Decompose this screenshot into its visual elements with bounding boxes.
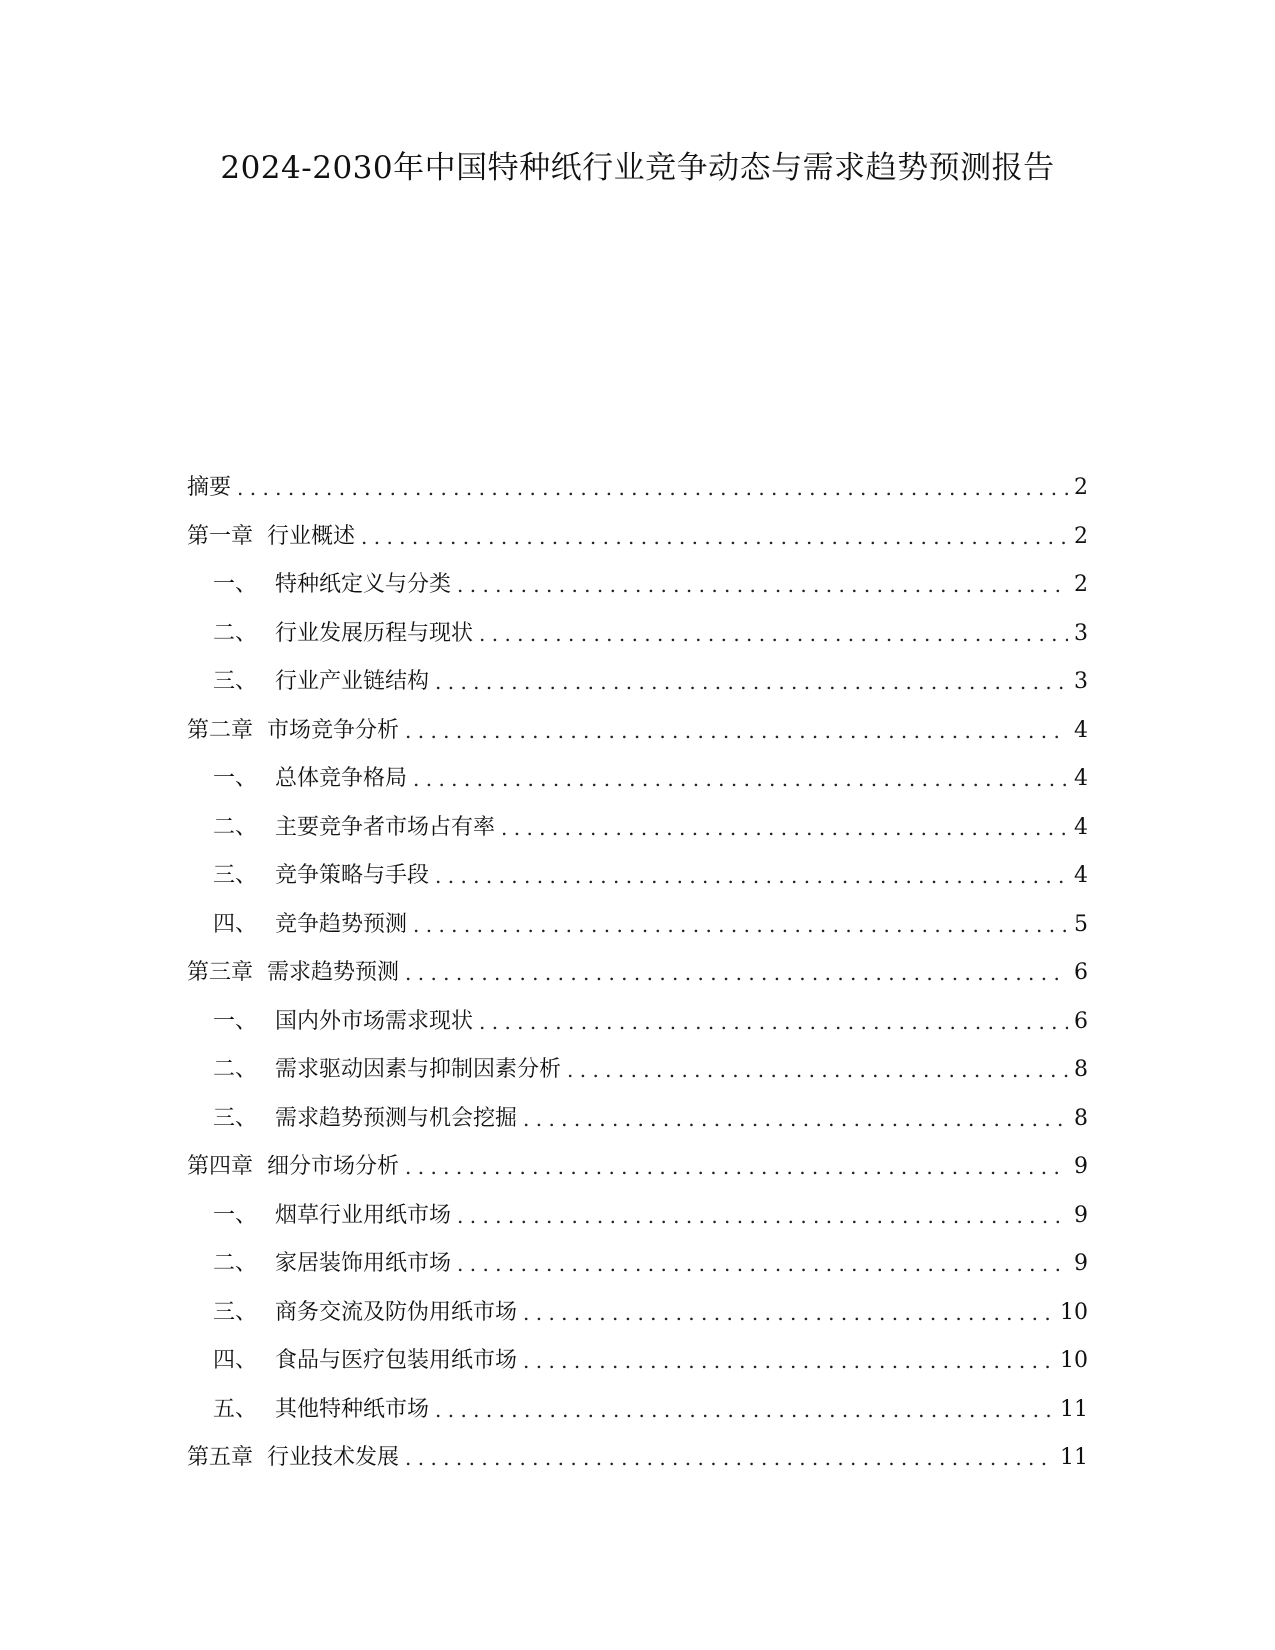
toc-dot-leader bbox=[405, 716, 1068, 746]
toc-page-number: 4 bbox=[1074, 814, 1088, 840]
toc-entry-number: 二、 bbox=[213, 1057, 258, 1082]
toc-entry-title bbox=[213, 667, 429, 697]
toc-page-number: 2 bbox=[1074, 572, 1088, 597]
toc-entry-title bbox=[213, 764, 407, 794]
toc-dot-leader bbox=[501, 813, 1068, 843]
toc-section-entry[interactable] bbox=[187, 1243, 1088, 1279]
toc-section-entry[interactable] bbox=[187, 564, 1088, 600]
toc-entry-label: 竞争趋势预测 bbox=[275, 911, 408, 937]
toc-section-entry[interactable] bbox=[187, 1195, 1088, 1231]
toc-entry-label: 行业概述 bbox=[267, 523, 356, 549]
toc-dot-leader bbox=[237, 473, 1068, 503]
toc-entry-number: 二、 bbox=[213, 1251, 258, 1276]
toc-entry-title bbox=[187, 958, 399, 988]
toc-section-entry[interactable] bbox=[187, 613, 1088, 649]
toc-entry-title bbox=[187, 716, 399, 746]
toc-entry-label: 需求趋势预测 bbox=[267, 960, 400, 985]
toc-page-number: 9 bbox=[1074, 1251, 1088, 1276]
toc-entry-title bbox=[187, 522, 355, 552]
toc-entry-title bbox=[213, 619, 473, 649]
toc-dot-leader bbox=[361, 522, 1068, 552]
toc-entry-label: 其他特种纸市场 bbox=[275, 1396, 430, 1422]
toc-page-number: 4 bbox=[1074, 766, 1088, 791]
toc-page-number: 10 bbox=[1060, 1299, 1088, 1325]
toc-entry-label: 国内外市场需求现状 bbox=[275, 1008, 474, 1034]
toc-dot-leader bbox=[479, 619, 1068, 649]
toc-entry-title bbox=[213, 1201, 451, 1231]
toc-dot-leader bbox=[457, 1201, 1068, 1231]
toc-entry-number: 二、 bbox=[213, 814, 258, 840]
toc-entry-title bbox=[187, 473, 231, 503]
toc-entry-title bbox=[213, 861, 429, 891]
toc-page-number: 3 bbox=[1074, 620, 1088, 646]
document-title: 2024-2030年中国特种纸行业竞争动态与需求趋势预测报告 bbox=[220, 150, 1055, 186]
toc-section-entry[interactable] bbox=[187, 904, 1088, 940]
toc-chapter-entry[interactable] bbox=[187, 952, 1088, 988]
toc-entry-label: 行业技术发展 bbox=[267, 1445, 400, 1470]
toc-entry-label: 烟草行业用纸市场 bbox=[275, 1202, 452, 1228]
toc-entry-label: 细分市场分析 bbox=[267, 1154, 400, 1179]
toc-page-number: 6 bbox=[1074, 960, 1088, 985]
toc-entry-title bbox=[187, 1443, 399, 1473]
toc-entry-label: 商务交流及防伪用纸市场 bbox=[275, 1299, 518, 1325]
toc-entry-label: 特种纸定义与分类 bbox=[275, 572, 452, 597]
toc-entry-number: 第四章 bbox=[187, 1154, 254, 1179]
toc-dot-leader bbox=[405, 1443, 1054, 1473]
toc-section-entry[interactable] bbox=[187, 758, 1088, 794]
toc-dot-leader bbox=[523, 1298, 1054, 1328]
toc-section-entry[interactable] bbox=[187, 807, 1088, 843]
toc-entry-number: 一、 bbox=[213, 572, 258, 597]
toc-page-number: 11 bbox=[1060, 1445, 1088, 1470]
toc-page-number: 2 bbox=[1074, 523, 1088, 549]
toc-entry-number: 四、 bbox=[213, 1348, 258, 1373]
toc-entry-label: 市场竞争分析 bbox=[267, 717, 400, 743]
toc-entry-number: 第一章 bbox=[187, 523, 254, 549]
toc-entry-number: 第五章 bbox=[187, 1445, 254, 1470]
toc-dot-leader bbox=[405, 1152, 1068, 1182]
toc-section-entry[interactable] bbox=[187, 661, 1088, 697]
toc-dot-leader bbox=[567, 1055, 1068, 1085]
toc-page-number: 10 bbox=[1060, 1348, 1088, 1373]
toc-dot-leader bbox=[413, 764, 1068, 794]
toc-chapter-entry[interactable] bbox=[187, 516, 1088, 552]
toc-entry-number: 三、 bbox=[213, 863, 258, 888]
toc-page-number: 5 bbox=[1074, 911, 1088, 937]
toc-section-entry[interactable] bbox=[187, 1098, 1088, 1134]
toc-entry-label: 摘要 bbox=[187, 475, 232, 500]
toc-entry-label: 竞争策略与手段 bbox=[275, 863, 430, 888]
toc-dot-leader bbox=[457, 1249, 1068, 1279]
toc-dot-leader bbox=[479, 1007, 1068, 1037]
toc-entry-label: 食品与医疗包装用纸市场 bbox=[275, 1348, 518, 1373]
toc-chapter-entry[interactable] bbox=[187, 1146, 1088, 1182]
toc-section-entry[interactable] bbox=[187, 855, 1088, 891]
toc-chapter-entry[interactable] bbox=[187, 710, 1088, 746]
toc-page-number: 8 bbox=[1074, 1057, 1088, 1082]
toc-entry-number: 三、 bbox=[213, 1299, 258, 1325]
toc-page-number: 8 bbox=[1074, 1105, 1088, 1131]
toc-entry-title bbox=[213, 1104, 517, 1134]
toc-dot-leader bbox=[457, 570, 1068, 600]
toc-dot-leader bbox=[523, 1346, 1054, 1376]
toc-page-number: 4 bbox=[1074, 717, 1088, 743]
toc-chapter-entry[interactable] bbox=[187, 467, 1088, 503]
toc-entry-title bbox=[213, 1298, 517, 1328]
toc-entry-label: 需求驱动因素与抑制因素分析 bbox=[275, 1057, 562, 1082]
toc-page-number: 9 bbox=[1074, 1202, 1088, 1228]
toc-entry-label: 需求趋势预测与机会挖掘 bbox=[275, 1105, 518, 1131]
toc-entry-label: 家居装饰用纸市场 bbox=[275, 1251, 452, 1276]
toc-dot-leader bbox=[435, 1395, 1054, 1425]
toc-section-entry[interactable] bbox=[187, 1001, 1088, 1037]
toc-section-entry[interactable] bbox=[187, 1049, 1088, 1085]
toc-entry-label: 行业产业链结构 bbox=[275, 669, 430, 694]
toc-dot-leader bbox=[435, 861, 1068, 891]
toc-dot-leader bbox=[405, 958, 1068, 988]
table-of-contents bbox=[187, 467, 1088, 1486]
toc-chapter-entry[interactable] bbox=[187, 1437, 1088, 1473]
toc-entry-number: 三、 bbox=[213, 669, 258, 694]
toc-entry-number: 一、 bbox=[213, 1008, 258, 1034]
toc-page-number: 9 bbox=[1074, 1154, 1088, 1179]
toc-entry-title bbox=[213, 910, 407, 940]
toc-entry-title bbox=[213, 813, 495, 843]
toc-entry-label: 主要竞争者市场占有率 bbox=[275, 814, 496, 840]
toc-entry-number: 四、 bbox=[213, 911, 258, 937]
toc-entry-title bbox=[213, 1007, 473, 1037]
toc-section-entry[interactable] bbox=[187, 1292, 1088, 1328]
toc-entry-label: 行业发展历程与现状 bbox=[275, 620, 474, 646]
toc-entry-title bbox=[213, 1055, 561, 1085]
toc-section-entry[interactable] bbox=[187, 1389, 1088, 1425]
toc-entry-label: 总体竞争格局 bbox=[275, 766, 408, 791]
toc-page-number: 4 bbox=[1074, 863, 1088, 888]
toc-section-entry[interactable] bbox=[187, 1340, 1088, 1376]
toc-entry-number: 五、 bbox=[213, 1396, 258, 1422]
toc-entry-title bbox=[213, 1395, 429, 1425]
toc-entry-number: 第三章 bbox=[187, 960, 254, 985]
toc-entry-number: 三、 bbox=[213, 1105, 258, 1131]
toc-entry-number: 一、 bbox=[213, 1202, 258, 1228]
toc-entry-title bbox=[213, 570, 451, 600]
toc-entry-title bbox=[213, 1346, 517, 1376]
toc-page-number: 11 bbox=[1060, 1396, 1088, 1422]
toc-entry-title bbox=[213, 1249, 451, 1279]
toc-dot-leader bbox=[523, 1104, 1068, 1134]
toc-entry-title bbox=[187, 1152, 399, 1182]
toc-dot-leader bbox=[413, 910, 1068, 940]
toc-dot-leader bbox=[435, 667, 1068, 697]
toc-entry-number: 一、 bbox=[213, 766, 258, 791]
toc-entry-number: 二、 bbox=[213, 620, 258, 646]
toc-entry-number: 第二章 bbox=[187, 717, 254, 743]
toc-page-number: 3 bbox=[1074, 669, 1088, 694]
toc-page-number: 6 bbox=[1074, 1008, 1088, 1034]
toc-page-number: 2 bbox=[1074, 475, 1088, 500]
